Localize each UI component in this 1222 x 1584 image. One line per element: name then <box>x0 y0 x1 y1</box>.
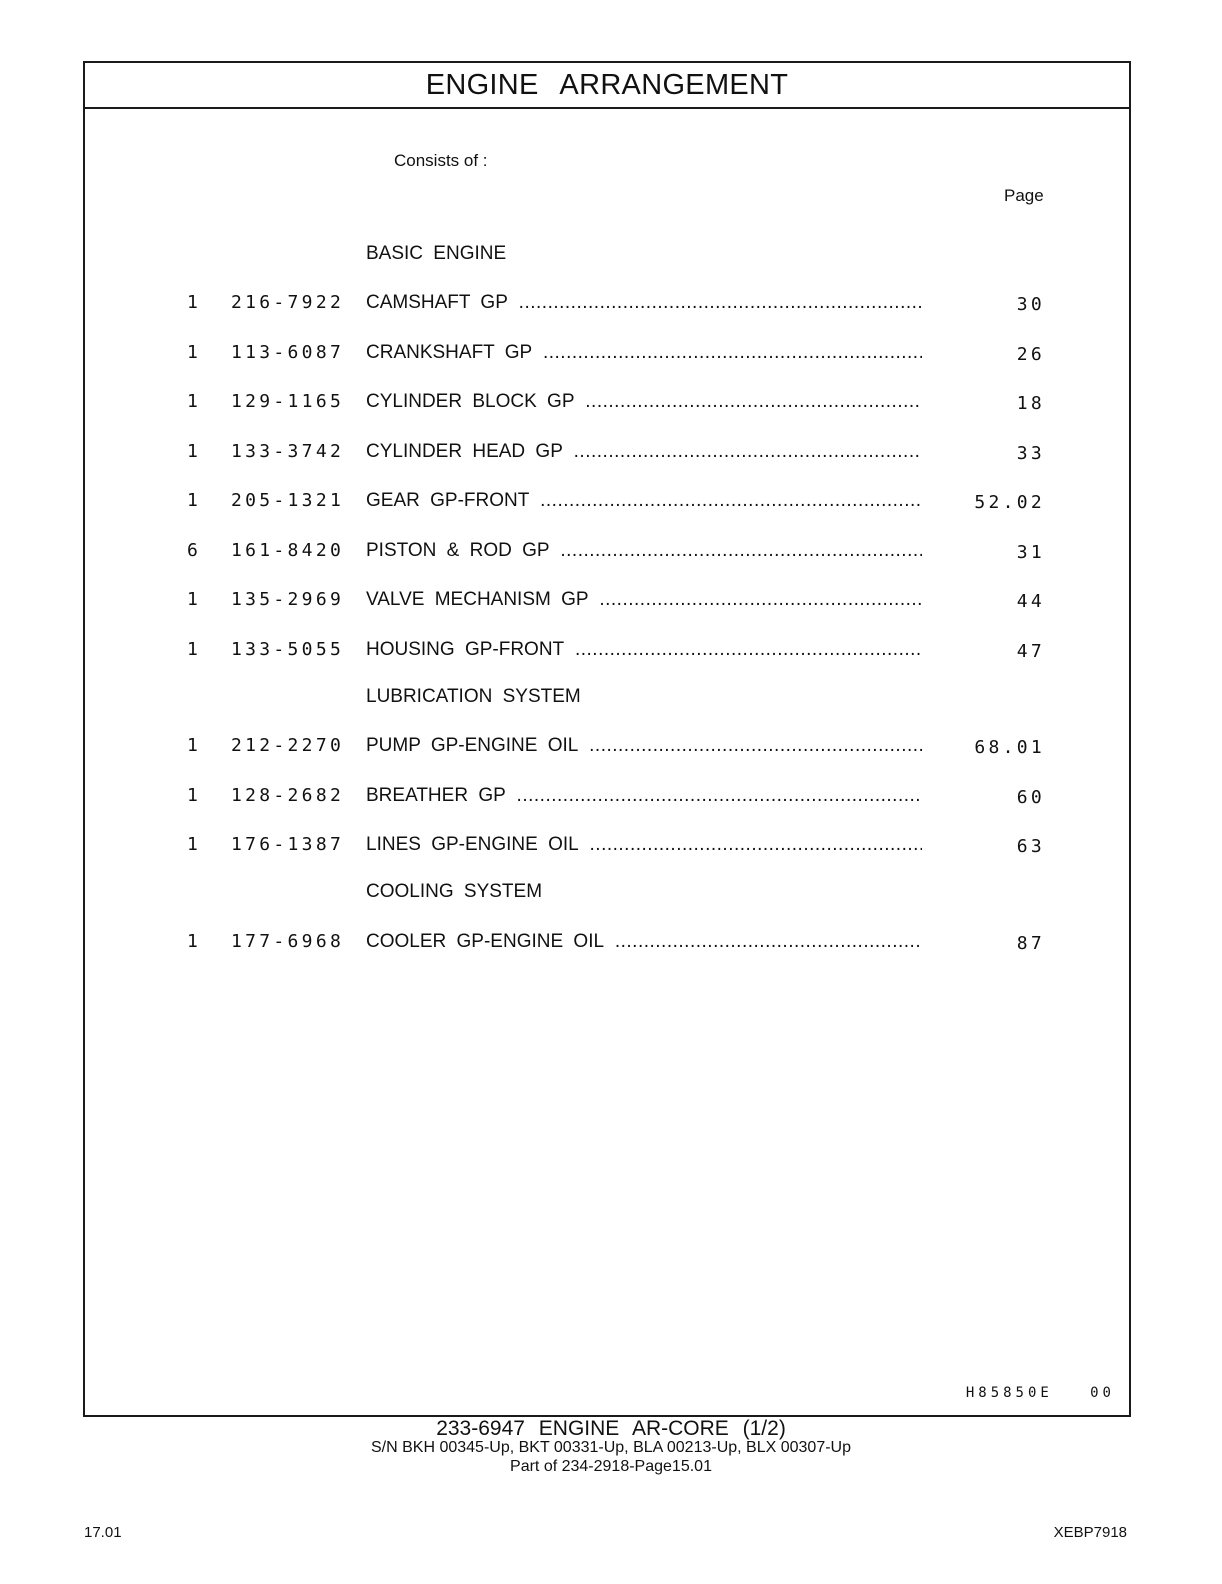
list-item <box>85 490 1129 518</box>
list-item <box>85 589 1129 617</box>
consists-of-label: Consists of : <box>394 151 488 170</box>
item-page-link[interactable]: 52.02 <box>974 492 1045 513</box>
item-description: CRANKSHAFT GP ..... <box>366 342 922 364</box>
item-page-link[interactable]: 60 <box>1016 787 1045 808</box>
item-description: GEAR GP-FRONT ..... <box>366 490 922 512</box>
page-number: 17.01 <box>84 1524 122 1541</box>
item-part-number: 128-2682 <box>231 785 345 806</box>
list-item <box>85 931 1129 959</box>
list-item <box>85 735 1129 763</box>
item-description: PISTON & ROD GP ..... <box>366 540 922 562</box>
item-quantity: 6 <box>187 540 198 561</box>
item-part-number: 176-1387 <box>231 834 345 855</box>
list-item <box>85 540 1129 568</box>
footer-part-of: Part of 234-2918-Page15.01 <box>510 1458 712 1475</box>
item-part-number: 135-2969 <box>231 589 345 610</box>
list-item <box>85 391 1129 419</box>
item-part-number: 212-2270 <box>231 735 345 756</box>
item-description: HOUSING GP-FRONT ..... <box>366 639 922 661</box>
item-description: CAMSHAFT GP ..... <box>366 292 922 314</box>
item-description: LINES GP-ENGINE OIL ..... <box>366 834 922 856</box>
page-title: ENGINE ARRANGEMENT <box>425 69 789 101</box>
item-description: PUMP GP-ENGINE OIL ..... <box>366 735 922 757</box>
item-quantity: 1 <box>187 639 198 660</box>
item-quantity: 1 <box>187 441 198 462</box>
item-description: CYLINDER BLOCK GP ..... <box>366 391 922 413</box>
item-quantity: 1 <box>187 785 198 806</box>
item-description: VALVE MECHANISM GP ..... <box>366 589 922 611</box>
item-part-number: 133-3742 <box>231 441 345 462</box>
parts-list-frame <box>83 61 1131 1417</box>
item-page-link[interactable]: 68.01 <box>974 737 1045 758</box>
section-heading-basic-engine: BASIC ENGINE <box>366 243 507 264</box>
item-description: BREATHER GP ..... <box>366 785 922 807</box>
item-description: COOLER GP-ENGINE OIL ..... <box>366 931 922 953</box>
footer-title: 233-6947 ENGINE AR-CORE (1/2) <box>436 1417 786 1440</box>
item-part-number: 216-7922 <box>231 292 345 313</box>
list-item <box>85 785 1129 813</box>
item-page-link[interactable]: 26 <box>1016 344 1045 365</box>
item-part-number: 205-1321 <box>231 490 345 511</box>
item-part-number: 177-6968 <box>231 931 345 952</box>
list-item <box>85 342 1129 370</box>
list-item <box>85 834 1129 862</box>
illustration-code: H85850E 00 <box>965 1385 1115 1401</box>
item-part-number: 129-1165 <box>231 391 345 412</box>
item-quantity: 1 <box>187 931 198 952</box>
item-quantity: 1 <box>187 735 198 756</box>
item-page-link[interactable]: 30 <box>1016 294 1045 315</box>
item-description: CYLINDER HEAD GP ..... <box>366 441 922 463</box>
title-bar <box>85 63 1129 109</box>
footer-serial-numbers: S/N BKH 00345-Up, BKT 00331-Up, BLA 00213-Up, BLX 00307-Up <box>371 1439 851 1456</box>
page-column-header: Page <box>1004 186 1044 205</box>
item-page-link[interactable]: 47 <box>1016 641 1045 662</box>
document-id: XEBP7918 <box>1053 1524 1127 1541</box>
item-quantity: 1 <box>187 490 198 511</box>
item-quantity: 1 <box>187 391 198 412</box>
item-quantity: 1 <box>187 589 198 610</box>
item-page-link[interactable]: 31 <box>1016 542 1045 563</box>
item-page-link[interactable]: 33 <box>1016 443 1045 464</box>
item-part-number: 161-8420 <box>231 540 345 561</box>
item-page-link[interactable]: 87 <box>1016 933 1045 954</box>
section-heading-cooling-system: COOLING SYSTEM <box>366 881 543 902</box>
item-part-number: 113-6087 <box>231 342 345 363</box>
item-quantity: 1 <box>187 834 198 855</box>
item-part-number: 133-5055 <box>231 639 345 660</box>
item-quantity: 1 <box>187 292 198 313</box>
item-page-link[interactable]: 44 <box>1016 591 1045 612</box>
section-heading-lubrication-system: LUBRICATION SYSTEM <box>366 686 581 707</box>
list-item <box>85 639 1129 667</box>
item-page-link[interactable]: 18 <box>1016 393 1045 414</box>
item-quantity: 1 <box>187 342 198 363</box>
item-page-link[interactable]: 63 <box>1016 836 1045 857</box>
list-item <box>85 292 1129 320</box>
list-item <box>85 441 1129 469</box>
